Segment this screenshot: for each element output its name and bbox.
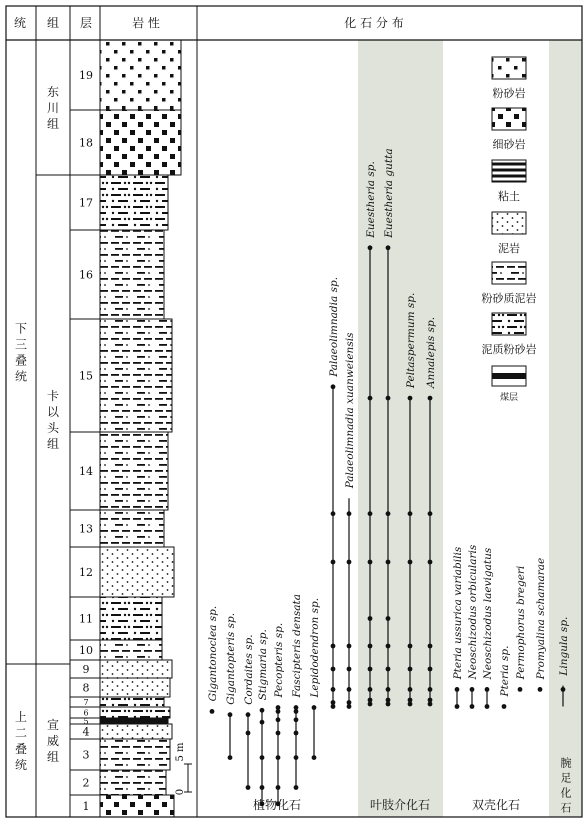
- occurrence-dot: [347, 687, 352, 692]
- legend-swatch-band: [492, 373, 526, 379]
- bed-3: [83, 739, 171, 770]
- occurrence-dot: [408, 644, 413, 649]
- bed-lithology-fill: [100, 770, 166, 795]
- taxon-range: [467, 544, 479, 709]
- series-label-0: [15, 322, 27, 384]
- bed-number: 10: [79, 643, 93, 657]
- bed-lithology-fill: [100, 40, 181, 110]
- legend-label: 粉砂岩: [492, 87, 526, 100]
- legend-label: 泥质粉砂岩: [481, 343, 537, 356]
- occurrence-dot: [386, 702, 391, 707]
- occurrence-dot: [312, 755, 317, 760]
- occurrence-dot: [386, 616, 391, 621]
- taxon-range: [243, 634, 255, 790]
- taxon-name: Fascipteris densata: [291, 594, 303, 698]
- bed-lithology-fill: [100, 718, 168, 724]
- series-label-0-char: 三: [14, 337, 28, 352]
- formation-label-0-char: 川: [46, 101, 60, 116]
- occurrence-dot: [455, 704, 460, 709]
- formation-label-1-char: 以: [46, 405, 60, 420]
- legend-swatch: [492, 160, 526, 182]
- bed-number: 18: [79, 136, 93, 150]
- bed-13: [79, 510, 164, 547]
- fossil-group-label-char: 化: [560, 786, 572, 800]
- bed-number: 8: [82, 681, 90, 695]
- taxon-name: Euestheria sp.: [365, 161, 377, 238]
- legend-item-silty-mudstone: [482, 262, 537, 305]
- bed-7: [83, 697, 164, 707]
- legend-swatch: [492, 212, 526, 234]
- taxon-range: [535, 558, 547, 692]
- occurrence-dot: [276, 731, 281, 736]
- occurrence-dot: [386, 687, 391, 692]
- occurrence-dot: [408, 560, 413, 565]
- shaded-column: [549, 40, 582, 817]
- occurrence-dot: [246, 785, 251, 790]
- legend-label: 煤层: [499, 393, 519, 403]
- bed-lithology-fill: [100, 597, 162, 640]
- occurrence-dot: [276, 709, 281, 714]
- legend-item-mudstone: [492, 212, 526, 255]
- occurrence-dot: [276, 785, 281, 790]
- taxon-range: [309, 598, 321, 760]
- bed-number: 4: [82, 725, 90, 739]
- bed-lithology-fill: [100, 707, 170, 718]
- bed-12: [79, 547, 174, 597]
- formation-label-1-char: 卡: [46, 389, 60, 404]
- header-bed: 层: [79, 16, 93, 30]
- bed-lithology-fill: [100, 795, 174, 817]
- occurrence-dot: [408, 396, 413, 401]
- occurrence-dot: [485, 704, 490, 709]
- occurrence-dot: [260, 755, 265, 760]
- occurrence-dot: [368, 396, 373, 401]
- taxon-name: Pteria sp.: [499, 645, 511, 697]
- bed-number: 12: [79, 565, 93, 579]
- bed-number: 5: [83, 716, 89, 726]
- occurrence-dot: [347, 511, 352, 516]
- taxon-range: [207, 606, 219, 714]
- bed-number: 19: [79, 68, 93, 82]
- occurrence-dot: [386, 560, 391, 565]
- occurrence-dot: [260, 720, 265, 725]
- bed-lithology-fill: [100, 319, 172, 432]
- legend-swatch: [492, 57, 526, 79]
- occurrence-dot: [428, 687, 433, 692]
- bed-lithology-fill: [100, 697, 164, 707]
- bed-lithology-fill: [100, 640, 162, 660]
- taxon-name: Palaeolimnadia sp.: [328, 276, 340, 377]
- occurrence-dot: [294, 717, 299, 722]
- occurrence-dot: [386, 644, 391, 649]
- occurrence-dot: [294, 755, 299, 760]
- occurrence-dot: [331, 644, 336, 649]
- bed-lithology-fill: [100, 547, 174, 597]
- bed-14: [79, 432, 168, 510]
- occurrence-dot: [408, 667, 413, 672]
- bed-number: 2: [82, 776, 90, 790]
- occurrence-dot: [428, 511, 433, 516]
- occurrence-dot: [312, 705, 317, 710]
- occurrence-dot: [260, 785, 265, 790]
- occurrence-dot: [386, 245, 391, 250]
- taxon-name: Gigantonoclea sp.: [207, 605, 219, 702]
- taxon-name: Pecopteris sp.: [273, 622, 285, 698]
- taxon-name: Neoschizodus laevigatus: [482, 547, 494, 680]
- bed-number: 3: [82, 748, 90, 762]
- taxon-range: [499, 646, 511, 709]
- taxon-name: Annalepis sp.: [425, 316, 437, 389]
- fossil-group-2: [452, 544, 547, 812]
- occurrence-dot: [408, 702, 413, 707]
- taxon-range: [273, 623, 285, 806]
- bed-number: 13: [79, 522, 93, 536]
- fossil-group-0: [207, 594, 321, 812]
- occurrence-dot: [294, 731, 299, 736]
- formation-label-1-char: 头: [46, 421, 60, 436]
- taxon-name: Cordaites sp.: [243, 634, 255, 705]
- occurrence-dot: [276, 717, 281, 722]
- occurrence-dot: [368, 687, 373, 692]
- bed-10: [79, 640, 162, 660]
- taxon-name: Neoschizodus orbicularis: [467, 544, 479, 680]
- formation-label-2-char: 威: [46, 734, 60, 749]
- formation-label-2-char: 宣: [46, 718, 60, 733]
- fossil-group-label: 双壳化石: [471, 798, 521, 812]
- occurrence-dot: [386, 667, 391, 672]
- occurrence-dot: [518, 687, 523, 692]
- occurrence-dot: [538, 687, 543, 692]
- fossil-group-label: 叶肢介化石: [369, 798, 431, 812]
- occurrence-dot: [331, 667, 336, 672]
- occurrence-dot: [210, 709, 215, 714]
- occurrence-dot: [408, 687, 413, 692]
- bed-number: 17: [79, 196, 93, 210]
- bed-number: 9: [82, 662, 90, 676]
- bed-11: [79, 597, 162, 640]
- occurrence-dot: [386, 396, 391, 401]
- series-label-1-char: 叠: [14, 742, 28, 757]
- bed-4: [83, 724, 173, 739]
- legend-item-sandy-mudstone: [482, 313, 537, 356]
- taxon-name: Palaeolimnadia xuanweiensis: [344, 332, 356, 489]
- bed-8: [83, 678, 171, 697]
- scale-bar-bottom-label: 0: [175, 788, 186, 796]
- taxon-range: [328, 277, 340, 709]
- occurrence-dot: [368, 616, 373, 621]
- taxon-range: [257, 629, 269, 806]
- occurrence-dot: [347, 667, 352, 672]
- occurrence-dot: [228, 755, 233, 760]
- occurrence-dot: [331, 687, 336, 692]
- occurrence-dot: [428, 644, 433, 649]
- legend-label: 细砂岩: [492, 138, 526, 151]
- bed-lithology-fill: [100, 110, 181, 175]
- taxon-name: Euestheria gutta: [383, 148, 395, 238]
- series-label-1-char: 上: [14, 710, 28, 725]
- formation-label-0-char: 东: [46, 85, 60, 100]
- occurrence-dot: [294, 709, 299, 714]
- bed-lithology-fill: [100, 432, 168, 510]
- bed-19: [79, 40, 181, 110]
- occurrence-dot: [368, 702, 373, 707]
- taxon-name: Gigantopteris sp.: [225, 612, 237, 705]
- bed-number: 1: [82, 799, 90, 813]
- occurrence-dot: [428, 667, 433, 672]
- legend-item-coal: [492, 366, 526, 403]
- legend-label: 泥岩: [498, 242, 520, 255]
- bed-16: [79, 230, 164, 319]
- formation-label-2-char: 组: [46, 750, 60, 765]
- series-label-0-char: 下: [14, 321, 28, 336]
- series-label-1-char: 二: [14, 726, 28, 741]
- scale-bar-top-label: 5 m: [175, 742, 186, 762]
- bed-lithology-fill: [100, 510, 164, 547]
- occurrence-dot: [347, 704, 352, 709]
- series-label-1-char: 统: [14, 758, 28, 773]
- taxon-name: Peltaspermum sp.: [405, 292, 417, 389]
- bed-number: 15: [79, 369, 93, 383]
- legend-item-siltstone: [492, 57, 526, 100]
- occurrence-dot: [228, 712, 233, 717]
- formation-label-1: [47, 388, 60, 451]
- taxon-name: Lingula sp.: [558, 616, 570, 676]
- occurrence-dot: [246, 712, 251, 717]
- header-lithology: 岩 性: [132, 16, 160, 30]
- header-row: [14, 15, 404, 30]
- series-label-0-char: 统: [14, 369, 28, 384]
- bed-lithology-fill: [100, 660, 172, 678]
- occurrence-dot: [368, 245, 373, 250]
- legend-swatch: [492, 108, 526, 130]
- bed-18: [79, 110, 181, 175]
- formation-label-1-char: 组: [46, 437, 60, 452]
- occurrence-dot: [408, 511, 413, 516]
- bed-6: [83, 707, 170, 718]
- formation-label-0: [47, 85, 59, 131]
- bed-2: [83, 770, 167, 795]
- scale-bar: [175, 742, 192, 795]
- formation-label-2: [47, 717, 59, 764]
- bed-lithology-fill: [100, 724, 172, 739]
- fossil-group-label: 植物化石: [252, 798, 302, 812]
- occurrence-dot: [502, 704, 507, 709]
- occurrence-dot: [246, 731, 251, 736]
- fossil-group-label-char: 足: [560, 771, 572, 785]
- fossil-group-label-char: 腕: [560, 756, 572, 770]
- header-series: 统: [13, 16, 27, 30]
- legend-swatch: [492, 313, 526, 335]
- occurrence-dot: [347, 644, 352, 649]
- occurrence-dot: [294, 785, 299, 790]
- legend: [482, 57, 537, 403]
- bed-15: [79, 319, 172, 432]
- lithology-column: [79, 40, 181, 817]
- occurrence-dot: [470, 704, 475, 709]
- legend-item-fine-sandstone: [492, 108, 526, 151]
- bed-lithology-fill: [100, 678, 170, 697]
- taxon-range: [225, 613, 237, 760]
- legend-item-clay: [492, 160, 526, 203]
- taxon-name: Pteria ussurica variabilis: [452, 546, 464, 680]
- bed-number: 6: [83, 708, 89, 718]
- occurrence-dot: [368, 511, 373, 516]
- fossil-group-label-char: 石: [560, 801, 572, 815]
- bed-17: [79, 175, 168, 230]
- header-formation: 组: [46, 16, 60, 30]
- series-label-1: [15, 709, 27, 772]
- occurrence-dot: [331, 704, 336, 709]
- taxon-name: Promyalina schamarae: [535, 557, 547, 680]
- taxon-name: Stigmaria sp.: [257, 629, 269, 701]
- bed-lithology-fill: [100, 230, 164, 319]
- bed-number: 7: [83, 697, 89, 707]
- occurrence-dot: [386, 511, 391, 516]
- taxon-range: [515, 566, 527, 692]
- bed-number: 16: [79, 268, 93, 282]
- formation-label-0-char: 组: [46, 117, 60, 132]
- occurrence-dot: [368, 644, 373, 649]
- taxon-name: Permophorus bregeri: [515, 565, 527, 680]
- occurrence-dot: [428, 396, 433, 401]
- bed-9: [83, 660, 173, 678]
- occurrence-dot: [561, 687, 566, 692]
- occurrence-dot: [331, 511, 336, 516]
- header-fossils: 化 石 分 布: [344, 16, 404, 30]
- occurrence-dot: [455, 687, 460, 692]
- legend-label: 粘土: [498, 190, 520, 203]
- occurrence-dot: [428, 702, 433, 707]
- taxon-range: [452, 546, 464, 709]
- bed-1: [83, 795, 175, 817]
- occurrence-dot: [470, 687, 475, 692]
- taxon-range: [291, 594, 303, 790]
- taxon-range: [344, 332, 356, 709]
- bed-lithology-fill: [100, 739, 170, 770]
- occurrence-dot: [485, 687, 490, 692]
- occurrence-dot: [428, 560, 433, 565]
- series-label-0-char: 叠: [14, 353, 28, 368]
- occurrence-dot: [347, 560, 352, 565]
- bed-number: 11: [79, 612, 93, 626]
- occurrence-dot: [331, 384, 336, 389]
- occurrence-dot: [276, 755, 281, 760]
- occurrence-dot: [368, 560, 373, 565]
- taxon-name: Lepidodendron sp.: [309, 597, 321, 698]
- bed-number: 14: [79, 464, 93, 478]
- taxon-range: [482, 547, 494, 709]
- legend-swatch: [492, 262, 526, 284]
- legend-label: 粉砂质泥岩: [481, 292, 537, 305]
- occurrence-dot: [331, 560, 336, 565]
- occurrence-dot: [368, 667, 373, 672]
- bed-lithology-fill: [100, 175, 168, 230]
- occurrence-dot: [260, 708, 265, 713]
